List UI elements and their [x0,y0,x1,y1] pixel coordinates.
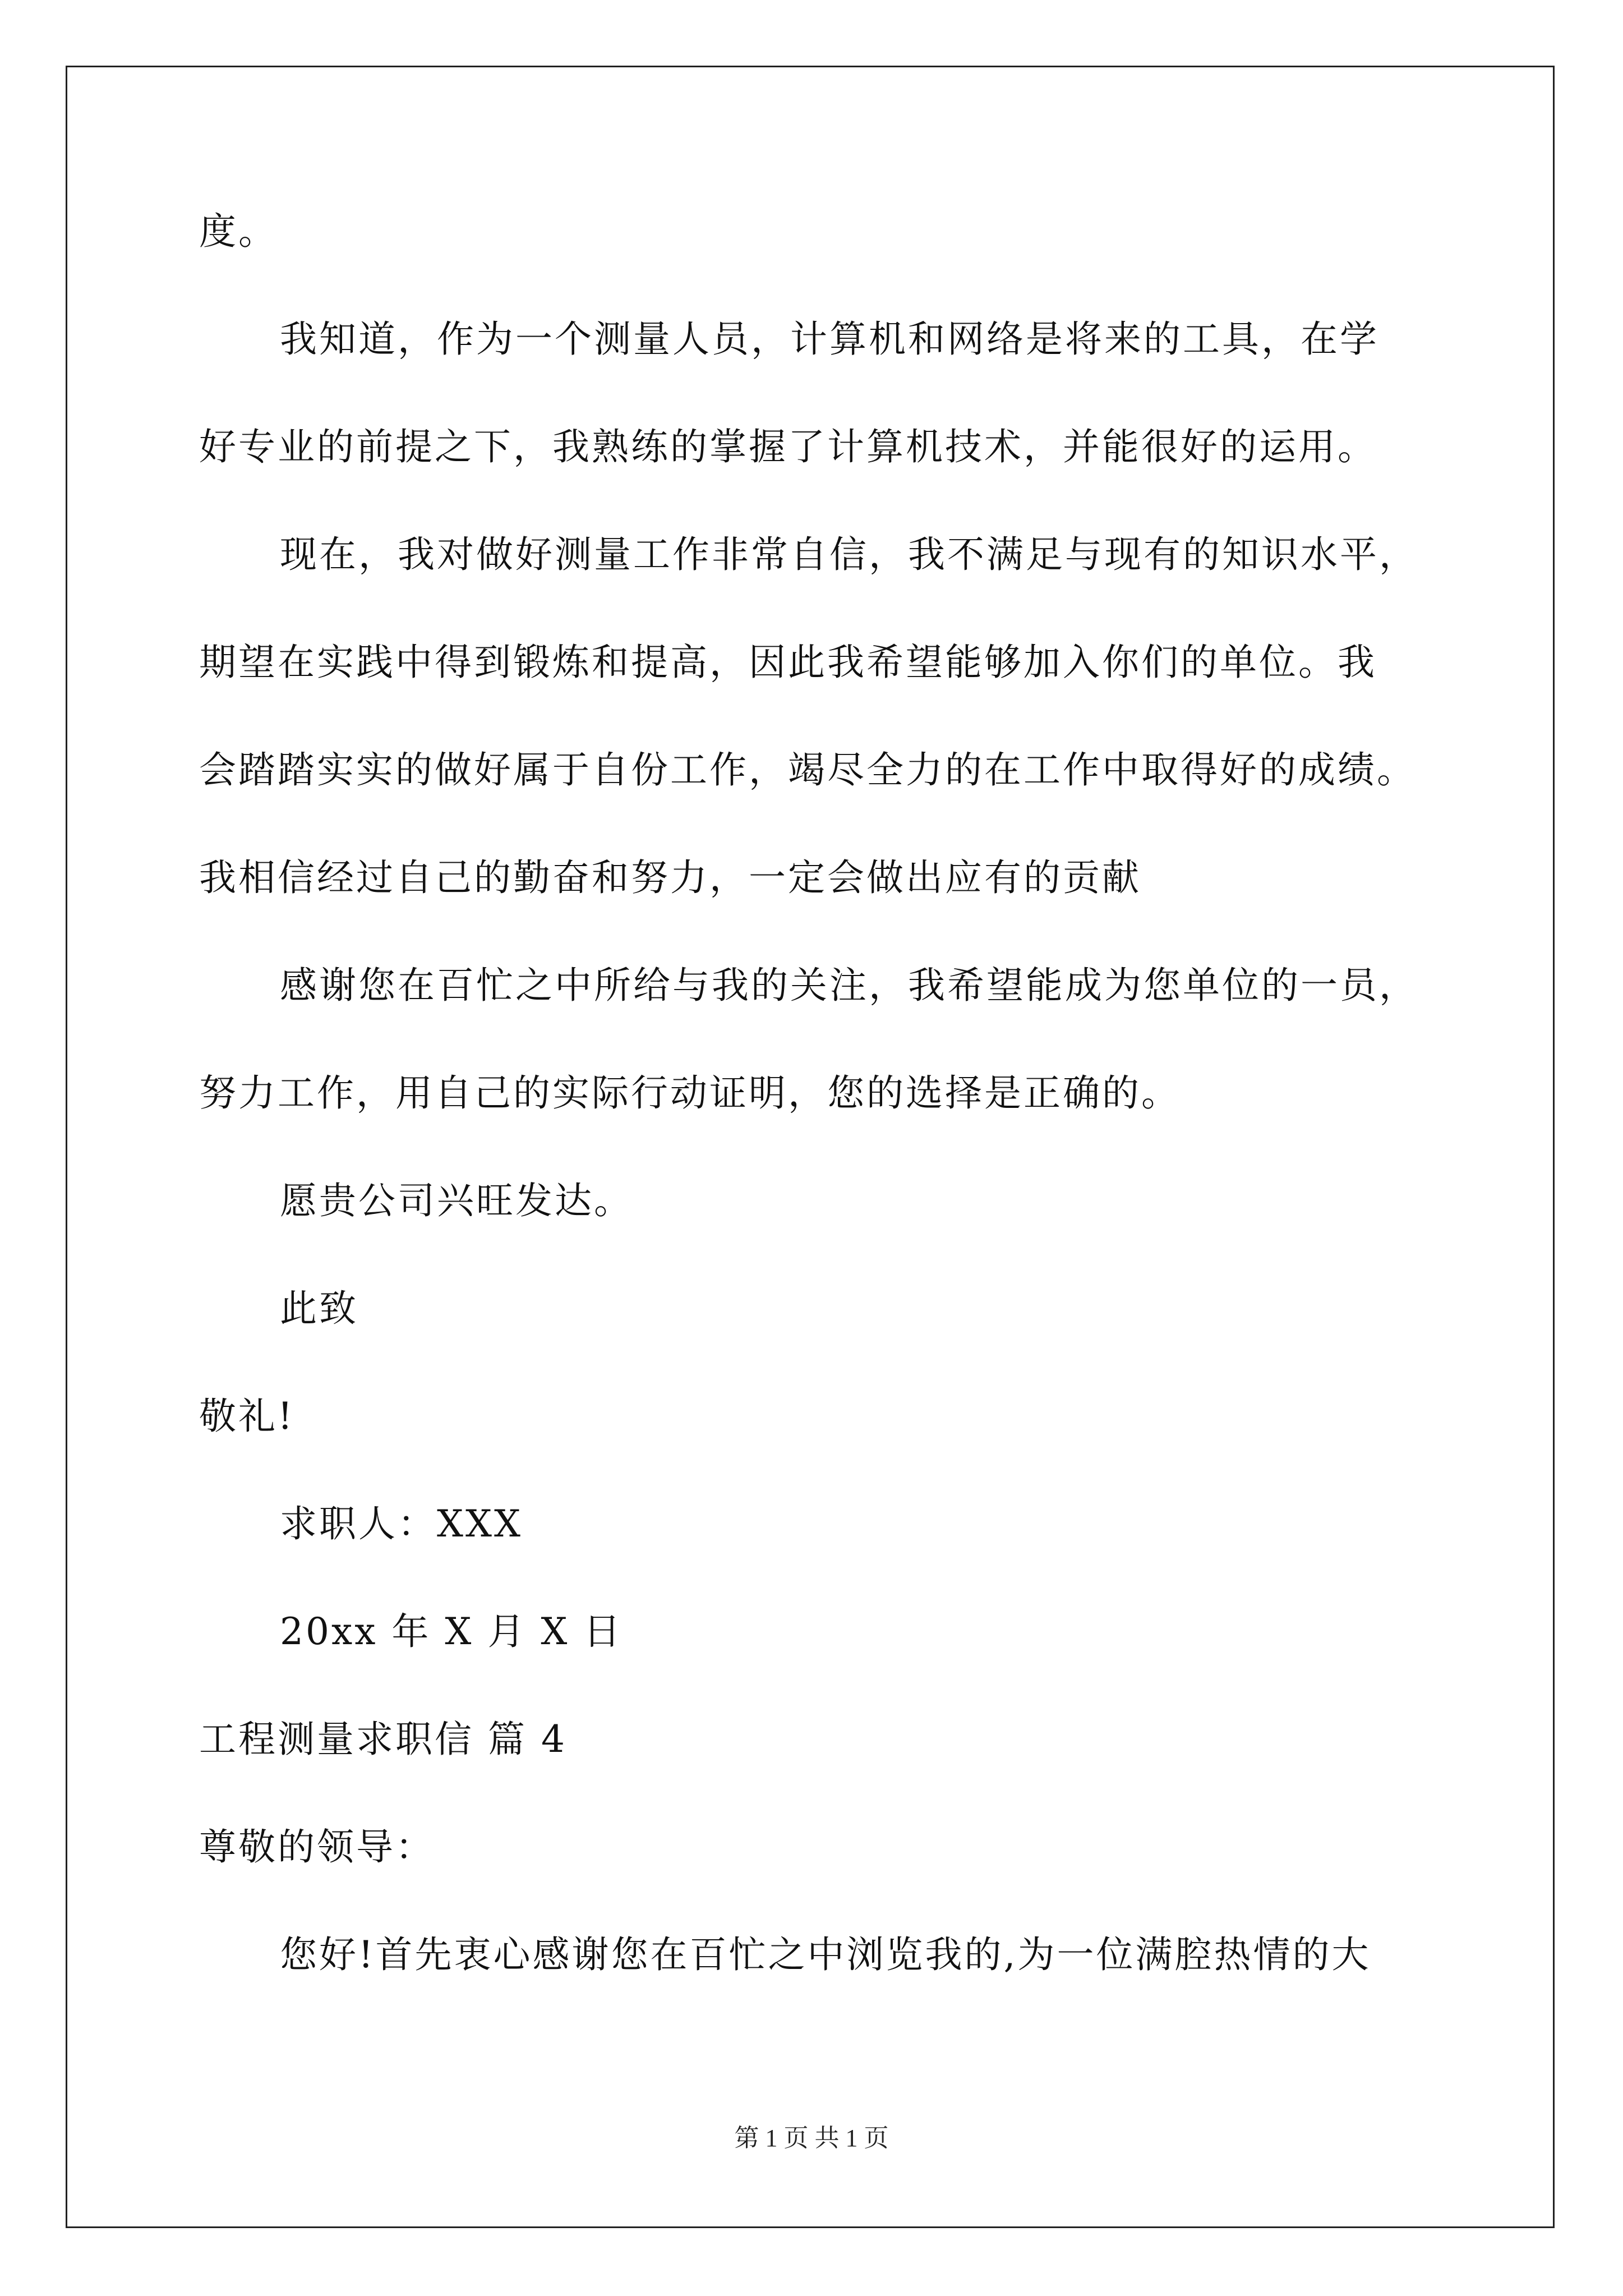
page-number-footer: 第 1 页 共 1 页 [734,2124,889,2152]
paragraph-line: 期望在实践中得到锻炼和提高，因此我希望能够加入你们的单位。我 [199,641,1377,684]
paragraph-line: 感谢您在百忙之中所给与我的关注，我希望能成为您单位的一员， [280,964,1418,1007]
closing-wish: 愿贵公司兴旺发达。 [280,1179,633,1222]
salutation-closing: 此致 [280,1287,358,1330]
paragraph-line: 会踏踏实实的做好属于自份工作，竭尽全力的在工作中取得好的成绩。 [199,748,1416,792]
paragraph-line: 我知道，作为一个测量人员，计算机和网络是将来的工具，在学 [280,318,1379,361]
salutation-regards: 敬礼! [199,1395,295,1438]
paragraph-line: 我相信经过自己的勤奋和努力，一定会做出应有的贡献 [199,856,1141,899]
letter-date: 20xx 年 X 月 X 日 [280,1610,623,1653]
document-body [199,210,1472,2044]
paragraph-line: 现在，我对做好测量工作非常自信，我不满足与现有的知识水平， [280,533,1418,576]
paragraph-line: 度。 [199,210,278,253]
applicant-signature: 求职人：XXX [280,1502,523,1545]
letter-greeting: 尊敬的领导： [199,1825,435,1869]
paragraph-line: 您好!首先衷心感谢您在百忙之中浏览我的,为一位满腔热情的大 [280,1933,1371,1976]
paragraph-line: 好专业的前提之下，我熟练的掌握了计算机技术，并能很好的运用。 [199,425,1377,468]
paragraph-line: 努力工作，用自己的实际行动证明，您的选择是正确的。 [199,1071,1181,1115]
section-heading: 工程测量求职信 篇 4 [199,1718,567,1761]
